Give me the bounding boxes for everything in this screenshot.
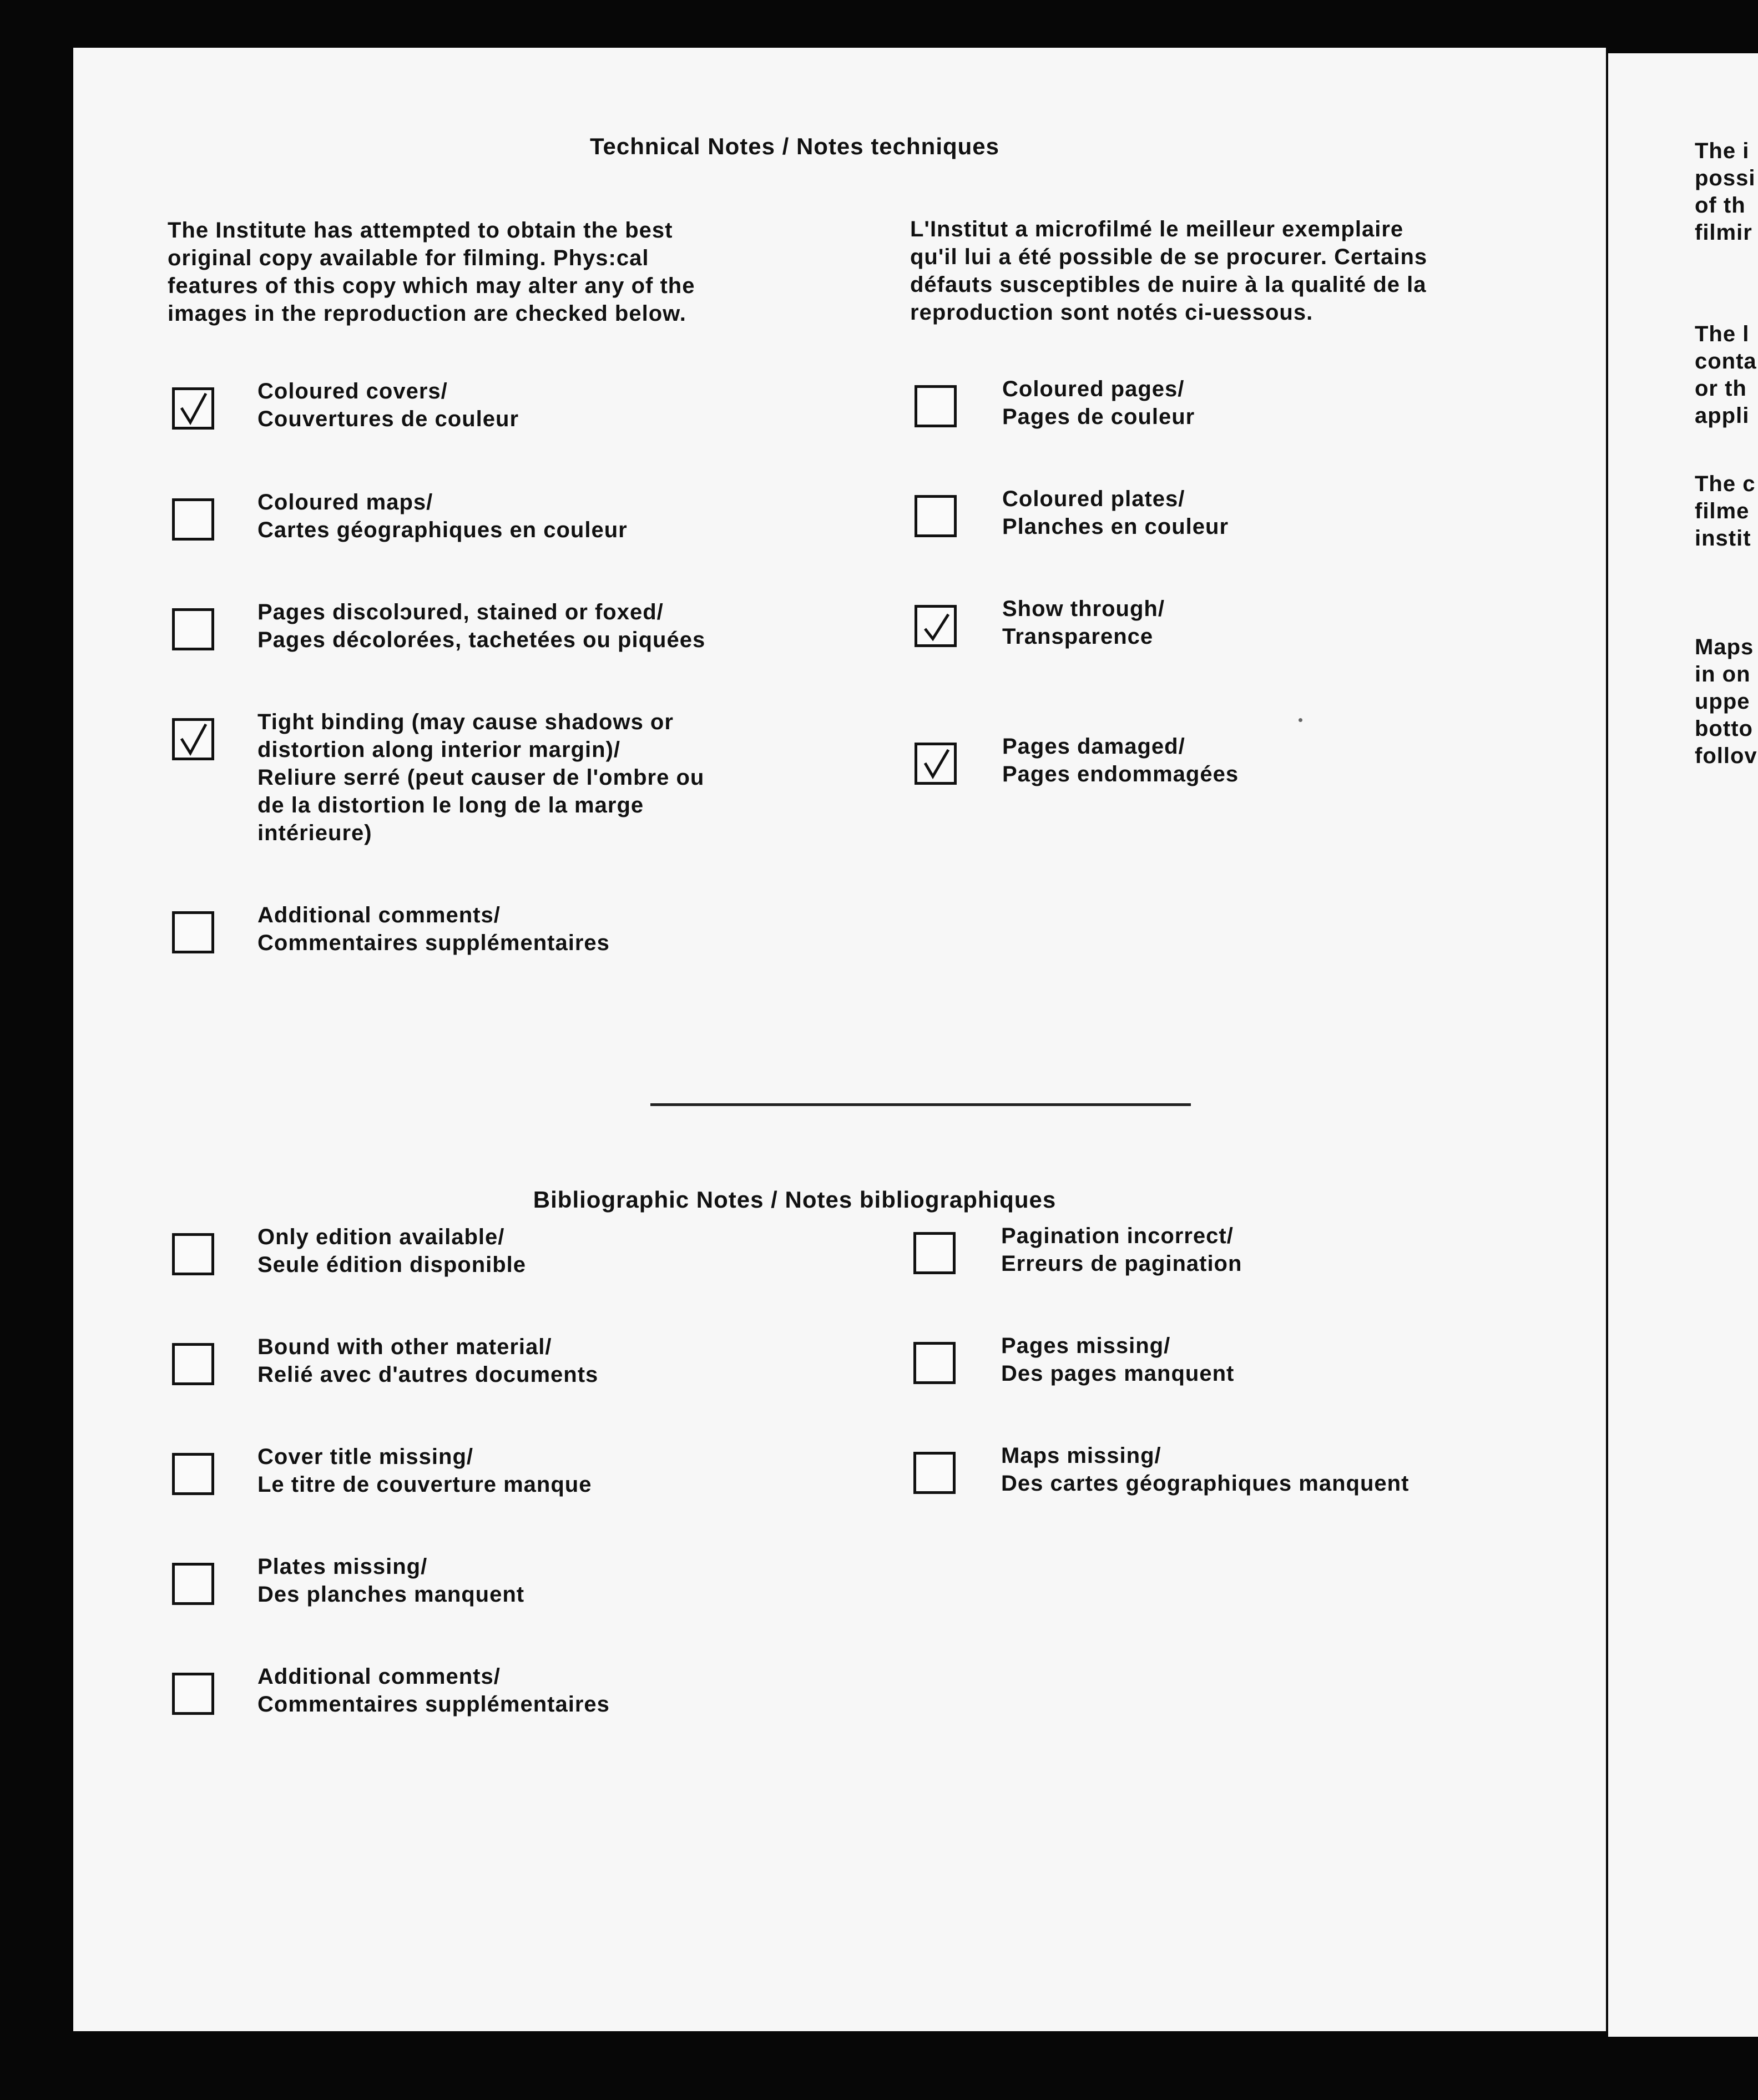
checkmark-icon (178, 722, 210, 756)
dust-speck (1299, 718, 1302, 722)
checkbox-label: Additional comments/ Commentaires supplémentaires (257, 903, 610, 955)
checkbox[interactable] (915, 743, 957, 785)
checkbox[interactable] (172, 1343, 214, 1385)
adjacent-page-text: The c filme instit (1695, 472, 1756, 551)
checkbox-label: Coloured covers/ Couvertures de couleur (257, 379, 519, 431)
section-divider (650, 1103, 1191, 1106)
checkbox-label: Cover title missing/ Le titre de couverture manque (257, 1445, 592, 1497)
checkbox-label: Tight binding (may cause shadows or distortion along interior margin)/ Reliure serré (peut causer de l'ombre ou de la distortion le long de la marge intérieure) (257, 710, 705, 845)
checkbox[interactable] (913, 1342, 956, 1384)
checkbox[interactable] (915, 385, 957, 427)
checkbox-label: Pages damaged/ Pages endommagées (1002, 734, 1239, 786)
checkbox-label: Coloured maps/ Cartes géographiques en couleur (257, 490, 628, 542)
checkbox-label: Bound with other material/ Relié avec d'autres documents (257, 1335, 599, 1387)
checkbox-label: Only edition available/ Seule édition disponible (257, 1225, 527, 1277)
checkbox[interactable] (913, 1232, 956, 1274)
checkbox-label: Pages missing/ Des pages manquent (1001, 1334, 1235, 1386)
checkbox-label: Coloured plates/ Planches en couleur (1002, 487, 1229, 539)
checkbox-label: Maps missing/ Des cartes géographiques manquent (1001, 1443, 1410, 1496)
bibliographic-notes-heading: Bibliographic Notes / Notes bibliographiques (533, 1187, 1057, 1213)
checkbox[interactable] (172, 608, 214, 650)
checkbox[interactable] (172, 1673, 214, 1715)
checkbox[interactable] (913, 1452, 956, 1494)
checkbox-label: Pages discolɔured, stained or foxed/ Pages décolorées, tachetées ou piquées (257, 600, 706, 652)
checkmark-icon (921, 609, 953, 643)
checkbox[interactable] (915, 605, 957, 647)
checkmark-icon (178, 391, 210, 426)
checkbox-label: Show through/ Transparence (1002, 597, 1165, 649)
technical-intro-french: L'Institut a microfilmé le meilleur exemplaire qu'il lui a été possible de se procurer. Certains défauts susceptibles de nuire à la qualité de la reproduction sont notés ci-uessous. (910, 217, 1428, 325)
technical-intro-english: The Institute has attempted to obtain the best original copy available for filming. Phys:cal features of this copy which may alter any of the images in the reproduction are checked below. (168, 218, 695, 326)
adjacent-page-text: Maps in on uppe botto follov (1695, 635, 1757, 768)
checkbox[interactable] (172, 498, 214, 541)
checkbox-label: Coloured pages/ Pages de couleur (1002, 377, 1195, 429)
checkbox[interactable] (172, 1233, 214, 1275)
checkbox-label: Pagination incorrect/ Erreurs de pagination (1001, 1224, 1242, 1276)
document-page (73, 48, 1606, 2031)
adjacent-page (1608, 53, 1758, 2037)
checkmark-icon (921, 746, 953, 781)
checkbox[interactable] (172, 1563, 214, 1605)
checkbox-label: Additional comments/ Commentaires supplémentaires (257, 1664, 610, 1717)
technical-notes-heading: Technical Notes / Notes techniques (589, 133, 1000, 159)
adjacent-page-text: The l conta or th appli (1695, 322, 1757, 428)
checkbox[interactable] (172, 911, 214, 953)
adjacent-page-text: The i possi of th filmir (1695, 139, 1756, 245)
checkbox-label: Plates missing/ Des planches manquent (257, 1554, 525, 1607)
checkbox[interactable] (172, 387, 214, 430)
checkbox[interactable] (172, 718, 214, 760)
checkbox[interactable] (172, 1453, 214, 1495)
checkbox[interactable] (915, 495, 957, 537)
